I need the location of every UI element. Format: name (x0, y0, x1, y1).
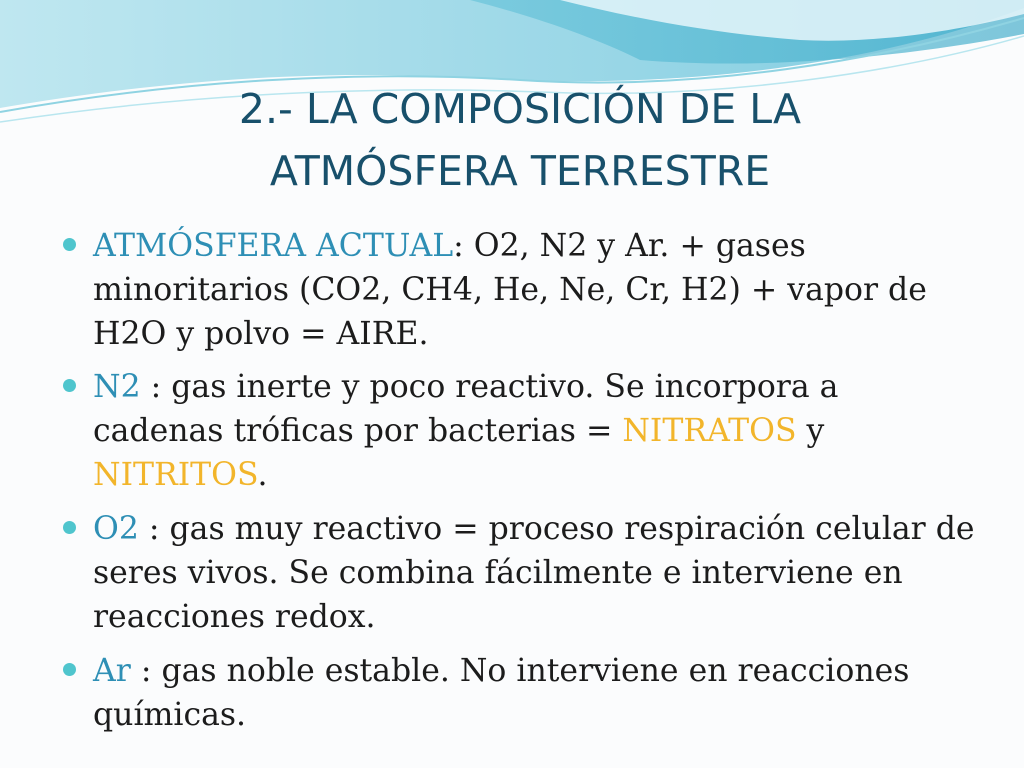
bullet-text: : gas inerte y poco reactivo. Se incorpora a cadenas tróficas por bacterias = (93, 369, 839, 449)
bullet-term: Ar (93, 653, 131, 689)
bullet-dot-icon (63, 379, 76, 392)
bullet-item-n2 (56, 365, 976, 497)
highlight-nitritos: NITRITOS (93, 457, 258, 493)
bullet-dot-icon (63, 663, 76, 676)
highlight-nitratos: NITRATOS (622, 413, 797, 449)
bullet-term: O2 (93, 511, 139, 547)
bullet-dot-icon (63, 521, 76, 534)
bullet-text: : gas muy reactivo = proceso respiración celular de seres vivos. Se combina fácilmente e interviene en reacciones redox. (93, 511, 975, 635)
bullet-text: : gas noble estable. No interviene en reacciones químicas. (93, 653, 910, 733)
bullet-item-o2 (56, 507, 976, 639)
title-line-2: ATMÓSFERA TERRESTRE (269, 147, 771, 195)
bullet-text: : O2, N2 y Ar. + gases minoritarios (CO2, CH4, He, Ne, Cr, H2) + vapor de H2O y polvo = AIRE. (93, 228, 927, 352)
bullet-term: ATMÓSFERA ACTUAL (93, 228, 454, 264)
bullet-text-end: . (257, 457, 268, 493)
bullet-dot-icon (63, 238, 76, 251)
bullet-list (56, 224, 976, 747)
bullet-item-ar (56, 649, 976, 737)
bullet-text-joiner: y (796, 413, 825, 449)
title-line-1: 2.- LA COMPOSICIÓN DE LA (238, 85, 802, 133)
bullet-term: N2 (93, 369, 141, 405)
slide-title (120, 78, 920, 202)
bullet-item-atmosfera (56, 224, 976, 356)
